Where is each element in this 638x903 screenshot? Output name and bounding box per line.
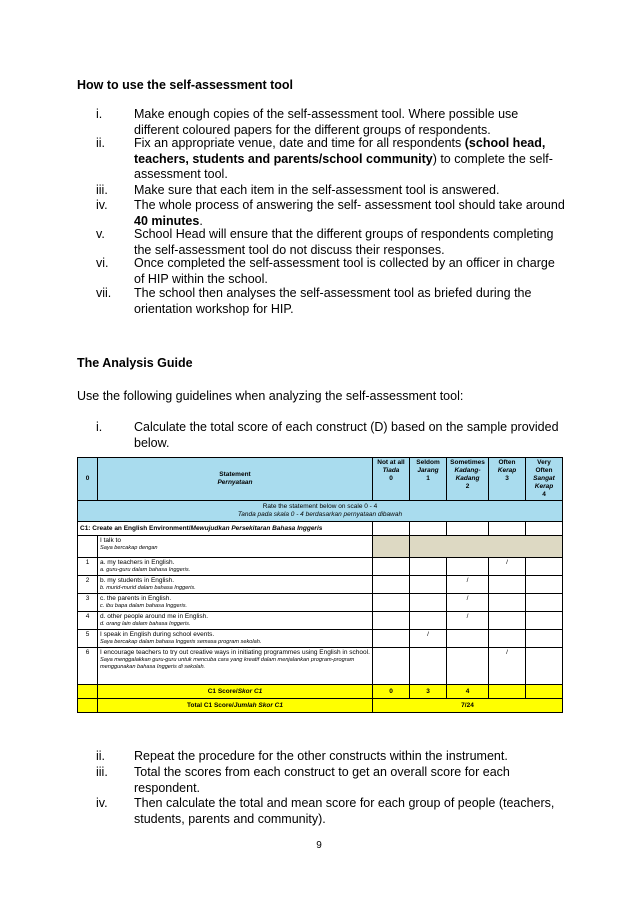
rating-cell bbox=[526, 612, 563, 630]
statement-en: c. the parents in English. bbox=[100, 595, 172, 602]
c1-score-ms: Skor C1 bbox=[237, 687, 263, 695]
rating-mark: / bbox=[447, 576, 489, 594]
construct-title bbox=[78, 522, 373, 536]
list-text bbox=[134, 107, 566, 138]
statement-en: b. my students in English. bbox=[100, 577, 175, 584]
table-row bbox=[78, 630, 563, 648]
list-text: Then calculate the total and mean score for each group of people (teachers, students, parents and community). bbox=[134, 796, 555, 826]
rating-cell bbox=[373, 558, 410, 576]
rate-instruction-en: Rate the statement below on scale 0 - 4 bbox=[262, 503, 378, 510]
statement-ms: b. murid-murid dalam bahasa Inggeris. bbox=[100, 585, 196, 591]
construct-row bbox=[78, 522, 563, 536]
scale-label-ms: Jarang bbox=[417, 467, 439, 474]
scale-value: 1 bbox=[426, 475, 430, 482]
empty-cell bbox=[78, 685, 98, 699]
text-run: School Head will ensure that the different groups of respondents completing the self-assessment tool do not discuss their responses. bbox=[134, 227, 554, 257]
rating-cell bbox=[373, 630, 410, 648]
total-score-row bbox=[78, 699, 563, 713]
rating-mark: / bbox=[447, 612, 489, 630]
list-text bbox=[134, 198, 566, 229]
text-run: Fix an appropriate venue, date and time for all respondents bbox=[134, 136, 465, 150]
header-statement bbox=[98, 458, 373, 501]
list-number: iii. bbox=[96, 183, 108, 197]
analysis-intro: Use the following guidelines when analyzing the self-assessment tool: bbox=[77, 389, 464, 403]
table-header-row bbox=[78, 458, 563, 501]
emphasis-text: 40 minutes bbox=[134, 213, 200, 228]
rating-cell bbox=[526, 594, 563, 612]
rating-mark: / bbox=[447, 594, 489, 612]
text-run: The school then analyses the self-assessment tool as briefed during the orientation workshop for HIP. bbox=[134, 286, 532, 316]
header-scale-1 bbox=[410, 458, 447, 501]
empty-cell bbox=[526, 522, 563, 536]
intro-row bbox=[78, 536, 563, 558]
rating-cell bbox=[373, 594, 410, 612]
construct-title-ms: Mewujudkan Persekitaran Bahasa Inggeris bbox=[190, 524, 323, 532]
empty-cell bbox=[410, 522, 447, 536]
statement-en: a. my teachers in English. bbox=[100, 559, 175, 566]
text-run: ) to complete the self-assessment tool. bbox=[134, 151, 553, 181]
scale-value: 0 bbox=[389, 475, 393, 482]
row-number: 4 bbox=[78, 612, 98, 630]
intro-en: I talk to bbox=[100, 537, 121, 544]
list-text bbox=[134, 256, 566, 287]
statement-en: d. other people around me in English. bbox=[100, 613, 209, 620]
rating-cell bbox=[447, 648, 489, 685]
scale-value: 4 bbox=[542, 491, 546, 498]
empty-cell bbox=[373, 536, 410, 558]
list-number: vii. bbox=[96, 286, 112, 300]
list-text: Calculate the total score of each construct (D) based on the sample provided below. bbox=[134, 420, 559, 450]
row-statement bbox=[98, 648, 373, 685]
scale-label-ms: Kerap bbox=[497, 467, 517, 474]
empty-cell bbox=[373, 522, 410, 536]
empty-cell bbox=[447, 522, 489, 536]
rating-cell bbox=[373, 612, 410, 630]
c1-score-value: 3 bbox=[410, 685, 447, 699]
list-text bbox=[134, 286, 566, 317]
header-scale-2 bbox=[447, 458, 489, 501]
scale-label: Not at all bbox=[377, 459, 405, 466]
header-scale-0 bbox=[373, 458, 410, 501]
list-number: iii. bbox=[96, 765, 108, 779]
rating-cell bbox=[526, 630, 563, 648]
empty-cell bbox=[410, 536, 563, 558]
statement-ms: a. guru-guru dalam bahasa Inggeris. bbox=[100, 567, 191, 573]
rate-instruction bbox=[78, 501, 563, 522]
table-row bbox=[78, 648, 563, 685]
scale-label: Seldom bbox=[416, 459, 440, 466]
rating-cell bbox=[447, 558, 489, 576]
text-run: The whole process of answering the self- assessment tool should take around bbox=[134, 198, 565, 212]
row-statement bbox=[98, 576, 373, 594]
row-statement bbox=[98, 612, 373, 630]
total-score-value: 7/24 bbox=[373, 699, 563, 713]
text-run: Once completed the self-assessment tool is collected by an officer in charge of HIP within the school. bbox=[134, 256, 555, 286]
text-run: Make sure that each item in the self-assessment tool is answered. bbox=[134, 183, 500, 197]
empty-cell bbox=[78, 699, 98, 713]
statement-en: I speak in English during school events. bbox=[100, 631, 215, 638]
row-number: 1 bbox=[78, 558, 98, 576]
scale-value: 2 bbox=[465, 483, 470, 490]
rating-cell bbox=[410, 612, 447, 630]
statement-ms: d. orang lain dalam bahasa Inggeris. bbox=[100, 621, 191, 627]
row-number: 3 bbox=[78, 594, 98, 612]
statement-en: I encourage teachers to try out creative ways in initiating programmes using English in school. bbox=[100, 649, 370, 656]
statement-label: Statement bbox=[219, 471, 251, 478]
rating-mark: / bbox=[489, 558, 526, 576]
scale-label: Very Often bbox=[535, 459, 553, 474]
list-number: iv. bbox=[96, 198, 108, 212]
text-run: . bbox=[199, 213, 203, 228]
list-text bbox=[134, 136, 566, 183]
scale-label-ms: Kadang-Kadang bbox=[454, 467, 481, 482]
scale-label-ms: Tiada bbox=[382, 467, 400, 474]
list-number: ii. bbox=[96, 749, 106, 763]
list-number: i. bbox=[96, 107, 103, 121]
scale-label: Sometimes bbox=[450, 459, 485, 466]
emphasis-text: (school head, teachers, students and parents/school community bbox=[134, 136, 546, 166]
section-heading-how-to-use: How to use the self-assessment tool bbox=[77, 78, 294, 92]
empty-cell bbox=[489, 685, 526, 699]
table-row bbox=[78, 612, 563, 630]
rating-cell bbox=[526, 648, 563, 685]
rating-mark: / bbox=[489, 648, 526, 685]
rating-cell bbox=[489, 612, 526, 630]
statement-ms: Saya bercakap dalam bahasa Inggeris semasa program sekolah. bbox=[100, 639, 262, 645]
total-score-label bbox=[98, 699, 373, 713]
list-text: Repeat the procedure for the other constructs within the instrument. bbox=[134, 749, 508, 763]
empty-cell bbox=[526, 685, 563, 699]
rating-cell bbox=[489, 594, 526, 612]
rating-mark: / bbox=[410, 630, 447, 648]
rating-cell bbox=[410, 576, 447, 594]
rating-cell bbox=[489, 630, 526, 648]
rating-cell bbox=[489, 576, 526, 594]
list-text bbox=[134, 183, 566, 199]
rating-cell bbox=[410, 558, 447, 576]
row-number: 2 bbox=[78, 576, 98, 594]
scale-value: 3 bbox=[505, 475, 509, 482]
list-number: v. bbox=[96, 227, 105, 241]
header-scale-3 bbox=[489, 458, 526, 501]
page-number: 9 bbox=[316, 840, 322, 851]
header-col0: 0 bbox=[78, 458, 98, 501]
list-text: Total the scores from each construct to get an overall score for each respondent. bbox=[134, 765, 510, 795]
section-heading-analysis-guide: The Analysis Guide bbox=[77, 356, 193, 370]
intro-statement bbox=[98, 536, 373, 558]
rating-cell bbox=[410, 648, 447, 685]
total-score-en: Total C1 Score/ bbox=[187, 701, 234, 709]
rating-cell bbox=[526, 576, 563, 594]
empty-cell bbox=[489, 522, 526, 536]
list-number: ii. bbox=[96, 136, 106, 150]
rating-cell bbox=[447, 630, 489, 648]
header-scale-4 bbox=[526, 458, 563, 501]
rating-cell bbox=[373, 648, 410, 685]
scale-label-ms: Sangat Kerap bbox=[533, 475, 555, 490]
text-run: Make enough copies of the self-assessment tool. Where possible use different coloured papers for the different groups of respondents. bbox=[134, 107, 519, 137]
rate-instruction-row bbox=[78, 501, 563, 522]
statement-label-ms: Pernyataan bbox=[217, 479, 253, 486]
total-score-ms: Jumlah Skor C1 bbox=[233, 701, 283, 709]
construct-title-en: C1: Create an English Environment/ bbox=[80, 524, 191, 532]
rate-instruction-ms: Tanda pada skala 0 - 4 berdasarkan pernyataan dibawah bbox=[237, 511, 403, 518]
list-text bbox=[134, 227, 566, 258]
statement-ms: Saya menggalakkan guru-guru untuk mencuba cara yang kreatif dalam menjalankan program-program menggunakan bahasa Inggeris di sekolah. bbox=[100, 657, 355, 670]
empty-cell bbox=[78, 536, 98, 558]
table-row bbox=[78, 576, 563, 594]
list-number: iv. bbox=[96, 796, 108, 810]
scale-label: Often bbox=[498, 459, 516, 466]
statement-ms: c. ibu bapa dalam bahasa Inggeris. bbox=[100, 603, 188, 609]
row-number: 6 bbox=[78, 648, 98, 685]
rating-cell bbox=[526, 558, 563, 576]
list-number: vi. bbox=[96, 256, 109, 270]
list-number: i. bbox=[96, 420, 103, 434]
c1-score-value: 4 bbox=[447, 685, 489, 699]
intro-ms: Saya bercakap dengan bbox=[100, 545, 158, 551]
row-statement bbox=[98, 630, 373, 648]
c1-score-en: C1 Score/ bbox=[207, 687, 238, 695]
row-statement bbox=[98, 558, 373, 576]
row-statement bbox=[98, 594, 373, 612]
table-row bbox=[78, 558, 563, 576]
table-row bbox=[78, 594, 563, 612]
row-number: 5 bbox=[78, 630, 98, 648]
c1-score-value: 0 bbox=[373, 685, 410, 699]
self-assessment-table bbox=[77, 457, 563, 713]
c1-score-row bbox=[78, 685, 563, 699]
c1-score-label bbox=[98, 685, 373, 699]
rating-cell bbox=[373, 576, 410, 594]
rating-cell bbox=[410, 594, 447, 612]
